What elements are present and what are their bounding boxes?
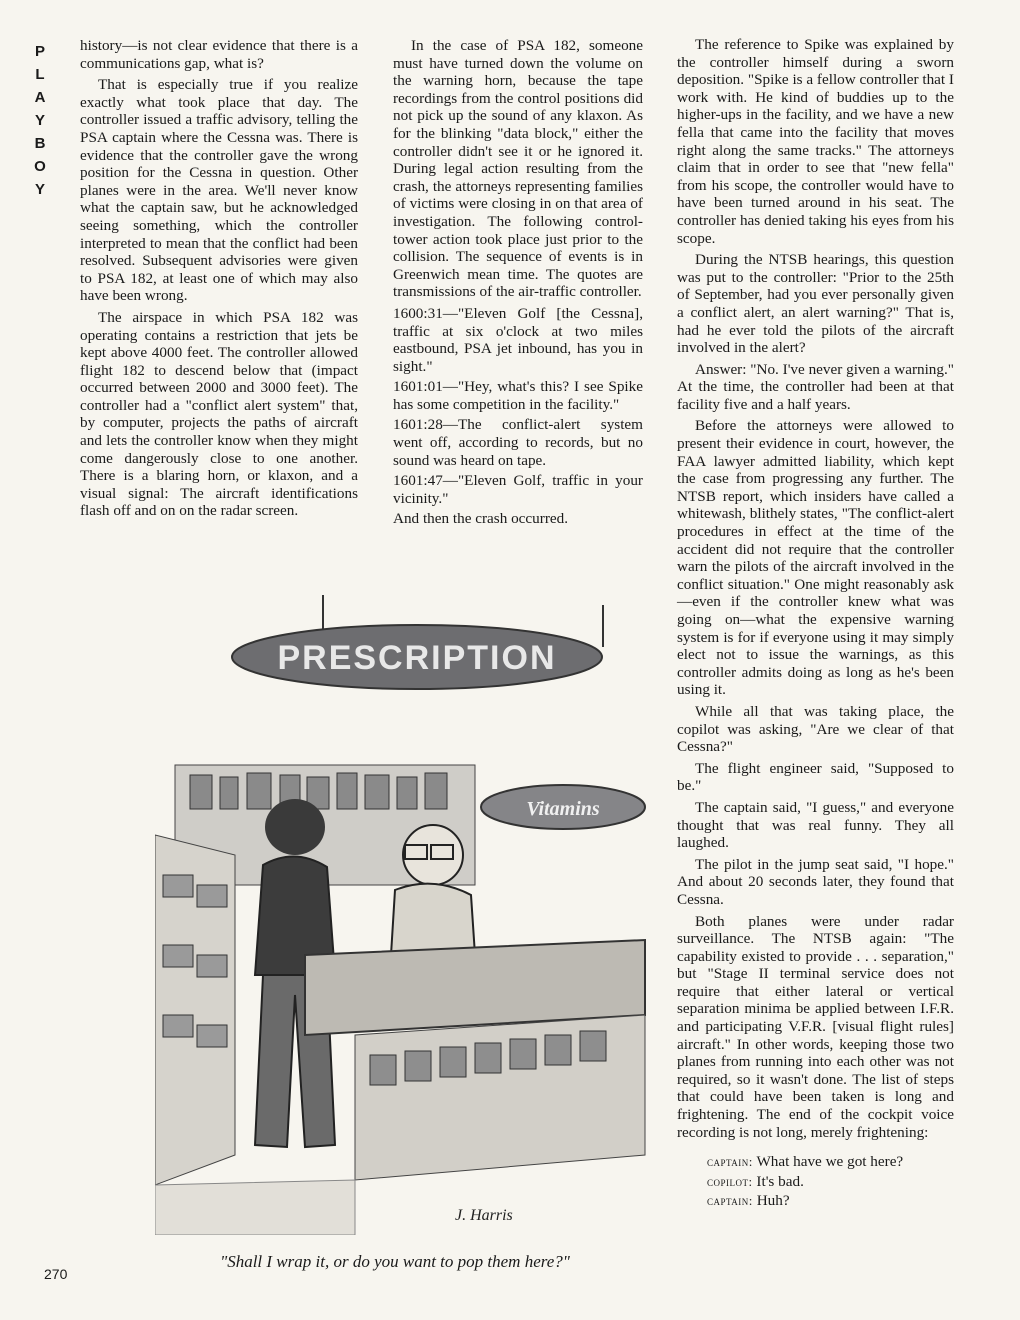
pharmacist-body xyxy=(391,884,475,955)
paragraph: During the NTSB hearings, this question was put to the controller: "Prior to the 25th of September, had you ever personally given a conflict alert, an alert warning?" That is, had he ever told the pilots of the aircraft involved in the alert? xyxy=(677,251,954,357)
transcript-entry: 1601:28—The conflict-alert system went off, according to records, but no sound was heard on tape. xyxy=(393,416,643,469)
line: What have we got here? xyxy=(756,1153,904,1171)
speaker: copilot: xyxy=(707,1173,753,1189)
artist-signature: J. Harris xyxy=(455,1207,513,1224)
dialog-line xyxy=(707,1153,954,1171)
customer-hair xyxy=(265,799,325,855)
column-3 xyxy=(677,36,954,1212)
floor xyxy=(155,1180,355,1235)
column-2 xyxy=(393,37,643,532)
paragraph: Both planes were under radar surveillance. The NTSB again: "The capability existed to provide . . . separation," but "Stage II terminal service does not require that either lateral or vertical separation minima be applied between I.F.R. and participating V.F.R. [visual flight rules] aircraft." In other words, keeping those two planes from running into each other was not required, so it wasn't done. The list of steps that could have been taken is long and frightening. The end of the cockpit voice recording is not long, merely frightening: xyxy=(677,912,954,1141)
running-head-letter: L xyxy=(35,66,45,83)
vitamins-text: Vitamins xyxy=(526,798,600,820)
paragraph: Before the attorneys were allowed to present their evidence in court, however, the FAA lawyer admitted liability, which kept the case from progressing any further. The NTSB report, which insiders have called a whitewash, blithely states, "The conflict-alert procedures in effect at the time of the accident did not require that the controller warn the pilots of the aircraft involved in the conflict situation." One might reasonably ask—even if the controller knew what was going on—what the expensive warning system is for if everyone using it may simply elect not to issue the warnings, as this controller admits doing as long as he's been using it. xyxy=(677,417,954,699)
running-head-letter: Y xyxy=(34,112,45,129)
dialog-line xyxy=(707,1192,954,1210)
paragraph: Answer: "No. I've never given a warning." At the time, the controller had been at that facility five and a half years. xyxy=(677,360,954,413)
transcript-entry: 1600:31—"Eleven Golf [the Cessna], traffic at six o'clock at two miles eastbound, PSA jet inbound, has you in sight." xyxy=(393,304,643,375)
line: It's bad. xyxy=(756,1172,804,1190)
speaker: captain: xyxy=(707,1154,753,1170)
transcript-entry: 1601:47—"Eleven Golf, traffic in your vicinity." xyxy=(393,472,643,507)
running-head-letter: A xyxy=(34,89,46,106)
paragraph: In the case of PSA 182, someone must have turned down the volume on the warning horn, because the tape recordings from the control positions did not pick up the sound of any klaxon. As for the blinking "data block," either the controller didn't see it or he ignored it. During legal action resulting from the crash, the attorneys representing families of victims were closing in on that area of investigation. The following control-tower action took place just prior to the collision. The sequence of events is in Greenwich mean time. The quotes are transmissions of the air-traffic controller. xyxy=(393,37,643,301)
cartoon-illustration xyxy=(155,595,650,1235)
paragraph: history—is not clear evidence that there is a communications gap, what is? xyxy=(80,37,358,72)
paragraph: The reference to Spike was explained by the controller himself during a sworn deposition. "Spike is a fellow controller that I work with. He kind of buddies up to the higher-ups in the facility, and we have a new fella that came into the facility that moves right along the same tracks." The attorneys claim that in order to see that "new fella" from his scope, the controller would have to have been turned around in his seat. The controller has denied taking his eyes from his scope. xyxy=(677,36,954,247)
paragraph: That is especially true if you realize exactly what took place that day. The controller issued a traffic advisory, telling the PSA captain where the Cessna was. There is evidence that the controller gave the wrong position for the Cessna in question. Other planes were in the area. We'll never know what the captain saw, but he acknowledged seeing something, which the controller interpreted to mean that the conflict had been resolved. Subsequent advisories were given to PSA 182, at least one of which may also have been wrong. xyxy=(80,76,358,305)
paragraph: The flight engineer said, "Supposed to be." xyxy=(677,759,954,795)
column-1 xyxy=(80,37,358,524)
paragraph: And then the crash occurred. xyxy=(393,510,569,528)
paragraph: The captain said, "I guess," and everyone thought that was real funny. They all laughed. xyxy=(677,798,954,852)
cockpit-dialog xyxy=(707,1153,954,1210)
cartoon-caption: "Shall I wrap it, or do you want to pop them here?" xyxy=(220,1252,570,1271)
paragraph: The airspace in which PSA 182 was operating contains a restriction that jets be kept above 4000 feet. The controller allowed flight 182 to descend below that (impact occurred between 2000 and 3000 feet). The controller had a "conflict alert system" that, by computer, projects the paths of aircraft and lets the controller know when they might come dangerously close to one another. There is a blaring horn, or klaxon, and a visual signal: The aircraft identifications flash off and on on the radar screen. xyxy=(80,308,358,520)
paragraph: While all that was taking place, the copilot was asking, "Are we clear of that Cessna?" xyxy=(677,702,954,756)
dialog-line xyxy=(707,1173,954,1191)
page-number: 270 xyxy=(44,1266,68,1282)
paragraph: The pilot in the jump seat said, "I hope." And about 20 seconds later, they found that Cessna. xyxy=(677,855,954,908)
running-head-letter: Y xyxy=(34,181,45,198)
running-head-letter: P xyxy=(34,43,45,60)
line: Huh? xyxy=(756,1192,790,1210)
running-head-letter: B xyxy=(34,135,46,152)
speaker: captain: xyxy=(707,1193,753,1209)
sign-text: PRESCRIPTION xyxy=(277,639,557,677)
running-head-letter: O xyxy=(34,158,46,175)
running-head xyxy=(28,40,52,201)
transcript-entry: 1601:01—"Hey, what's this? I see Spike has some competition in the facility." xyxy=(393,378,643,413)
